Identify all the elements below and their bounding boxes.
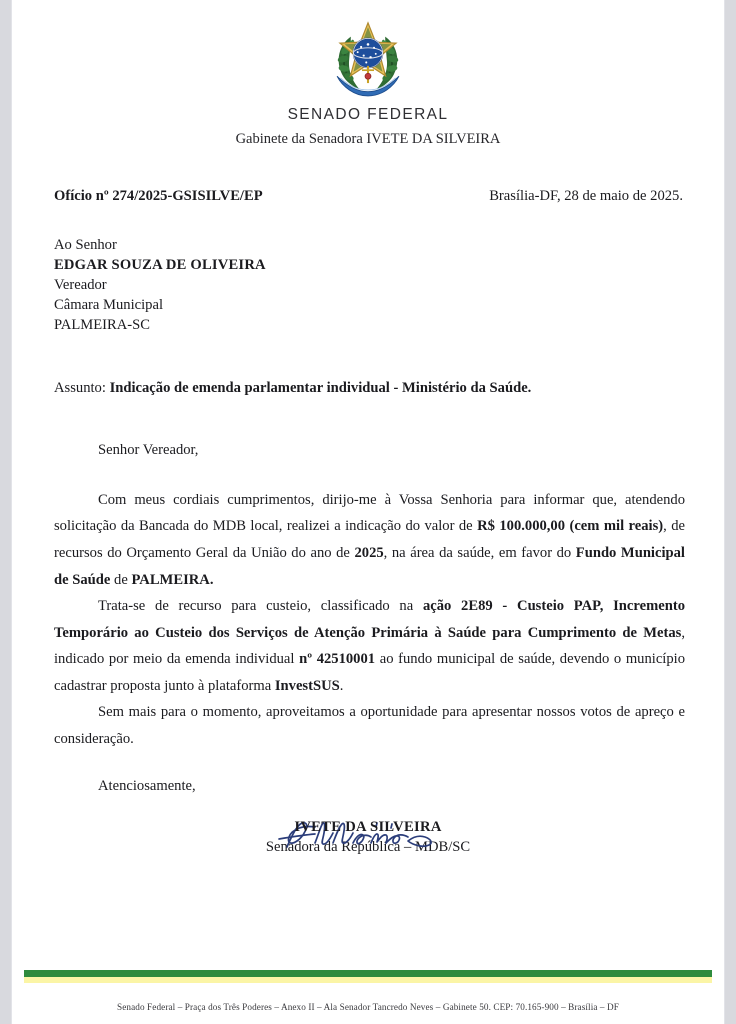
addressee-block	[45, 236, 691, 336]
addressee-salutation: Ao Senhor	[54, 237, 117, 253]
p2-platform: InvestSUS	[274, 677, 340, 694]
closing-line: Atenciosamente,	[98, 778, 196, 795]
subject-text: Indicação de emenda parlamentar individual - Ministério da Saúde.	[109, 379, 532, 396]
p1-segment-4: de	[110, 571, 132, 588]
p2-segment-1: Trata-se de recurso para custeio, classificado na	[98, 598, 423, 615]
subject-label: Assunto:	[54, 379, 106, 396]
signature-block	[45, 819, 691, 856]
subject-line	[45, 380, 691, 397]
paragraph-2	[54, 593, 685, 699]
p1-fund: Fundo Municipal de Saúde	[54, 545, 685, 588]
document-number: Ofício nº 274/2025-GSISILVE/EP	[54, 188, 263, 204]
p2-segment-4: .	[339, 677, 344, 694]
footer-bar-green	[24, 970, 712, 977]
p1-year: 2025	[354, 545, 384, 562]
p1-segment-2: , de recursos do Orçamento Geral da União do ano de	[54, 518, 685, 562]
p2-segment-3: ao fundo municipal de saúde, devendo o município cadastrar proposta junto à plataforma	[54, 651, 686, 694]
body-block	[45, 487, 691, 752]
addressee-institution: Câmara Municipal	[54, 296, 164, 313]
footer-bar-yellow	[24, 977, 712, 983]
addressee-role: Vereador	[54, 276, 107, 293]
document-header-row	[45, 188, 691, 205]
brazil-coat-of-arms-icon	[325, 16, 411, 102]
paragraph-3: Sem mais para o momento, aproveitamos a oportunidade para apresentar nossos votos de apreço e consideração.	[54, 704, 685, 747]
p2-amendment-number: nº 42510001	[299, 651, 376, 668]
letterhead	[45, 0, 691, 148]
p2-action-code: ação 2E89 - Custeio PAP, Incremento Temporário ao Custeio dos Serviços de Atenção Primária à Saúde para Cumprimento de Metas	[54, 598, 685, 641]
page-footer	[12, 970, 724, 1024]
organization-name: SENADO FEDERAL	[287, 106, 449, 123]
signatory-name: IVETE DA SILVEIRA	[294, 819, 442, 836]
addressee-city-state: PALMEIRA-SC	[54, 316, 150, 333]
addressee-name: EDGAR SOUZA DE OLIVEIRA	[54, 256, 266, 273]
paragraph-1	[54, 487, 685, 593]
document-page	[12, 0, 724, 1024]
footer-address: Senado Federal – Praça dos Três Poderes – Anexo II – Ala Senador Tancredo Neves – Gabinete 50. CEP: 70.165-900 – Brasília – DF	[117, 1002, 619, 1012]
p1-segment-1: Com meus cordiais cumprimentos, dirijo-me à Vossa Senhoria para informar que, atendendo solicitação da Bancada do MDB local, realizei a indicação do valor de	[54, 491, 685, 535]
p1-segment-3: , na área da saúde, em favor do	[383, 545, 576, 562]
body-salutation: Senhor Vereador,	[98, 441, 199, 458]
p2-segment-2: , indicado por meio da emenda individual	[54, 624, 685, 668]
signatory-role: Senadora da República – MDB/SC	[265, 839, 471, 856]
p1-amount: R$ 100.000,00 (cem mil reais)	[477, 518, 664, 535]
p1-municipality: PALMEIRA.	[131, 571, 214, 588]
document-place-date: Brasília-DF, 28 de maio de 2025.	[489, 188, 683, 204]
office-name: Gabinete da Senadora IVETE DA SILVEIRA	[235, 131, 501, 147]
